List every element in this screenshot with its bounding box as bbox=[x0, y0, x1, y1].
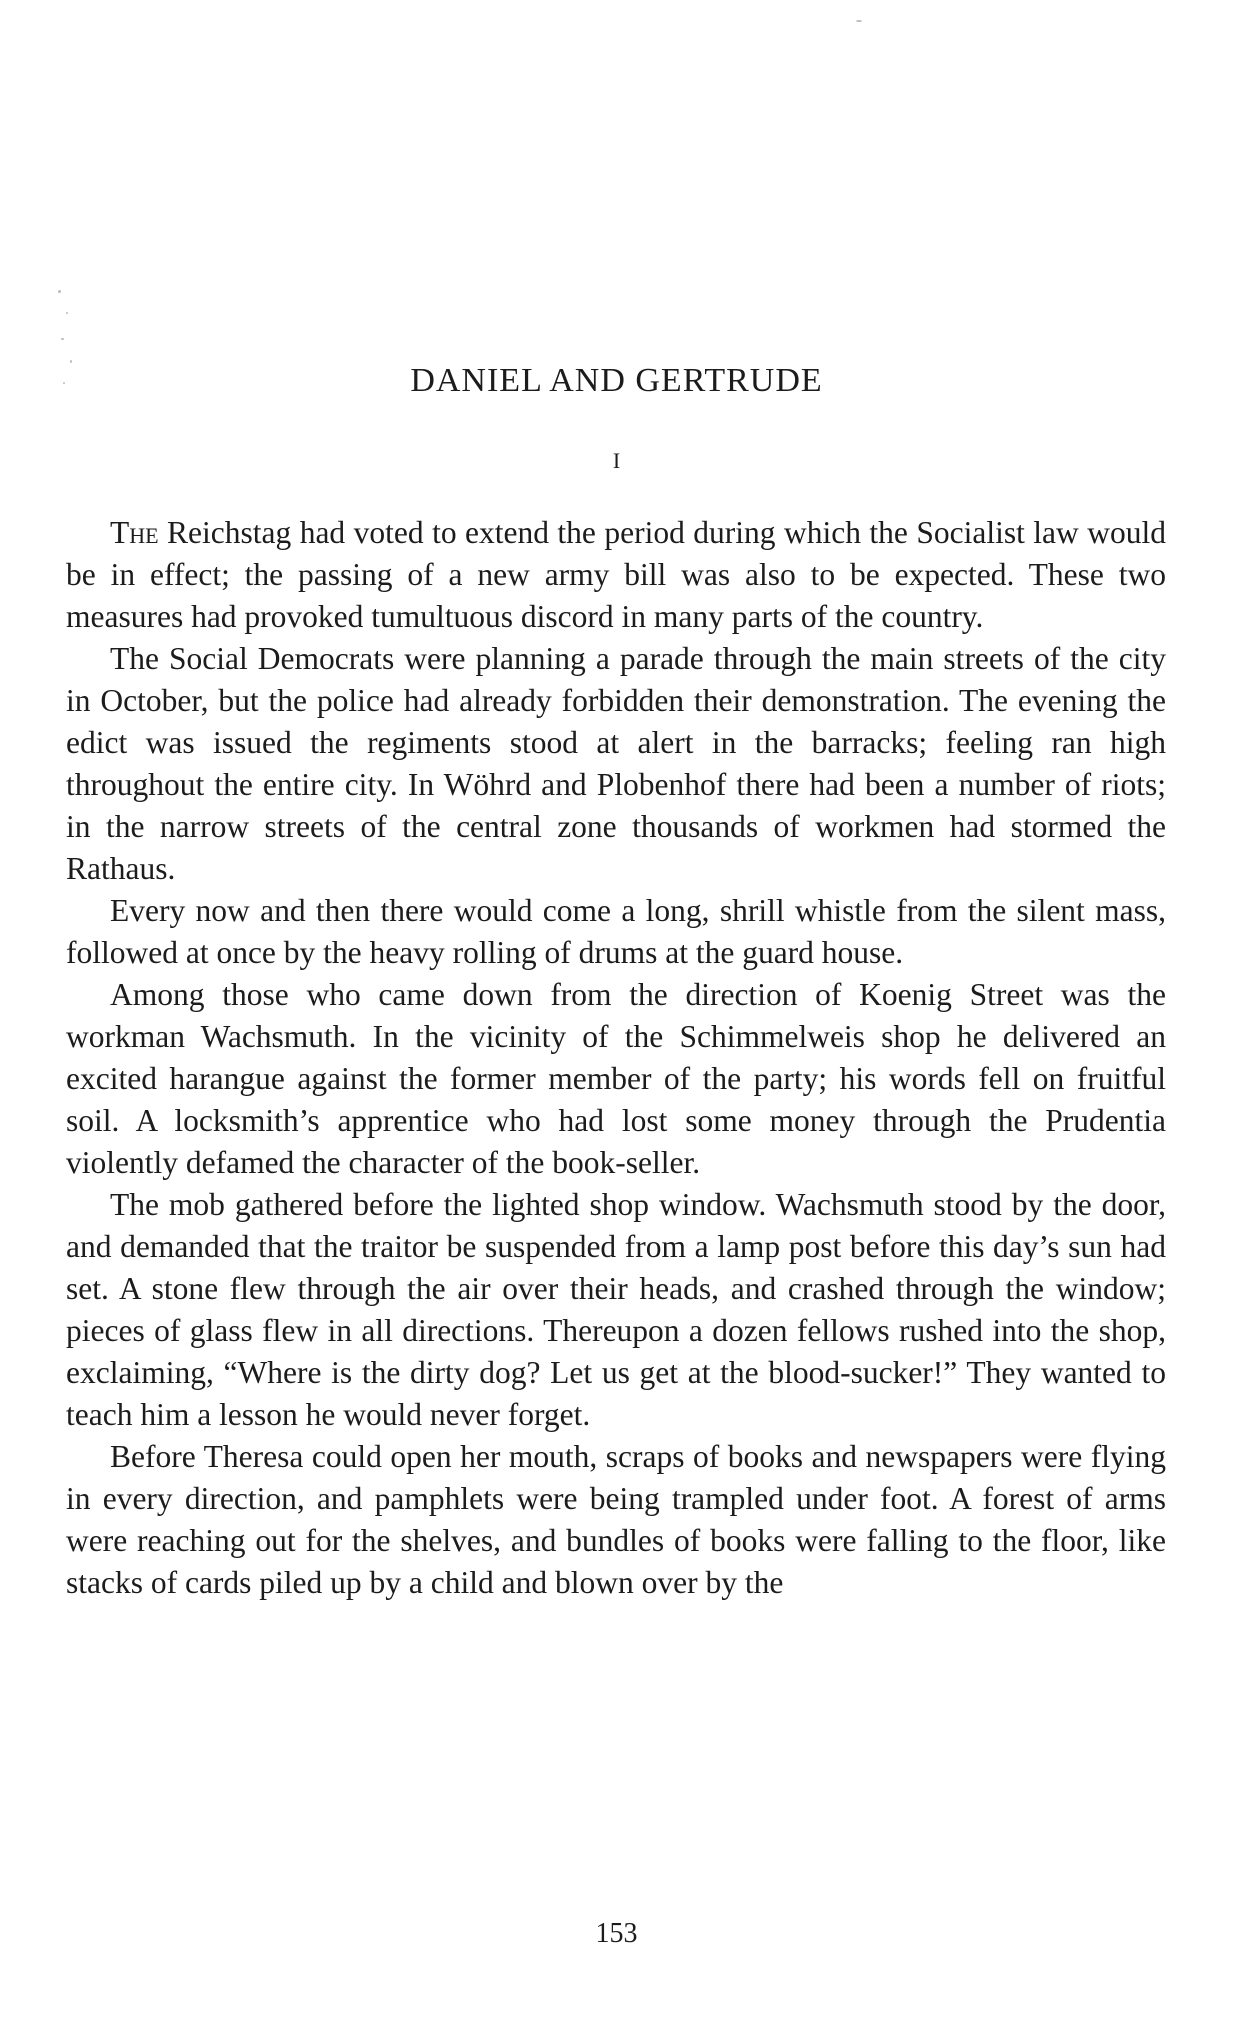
print-speck bbox=[61, 338, 64, 340]
paragraph-4 bbox=[66, 974, 1166, 1184]
paragraph-5 bbox=[66, 1184, 1166, 1436]
section-number: I bbox=[612, 448, 621, 473]
paragraph-1 bbox=[66, 512, 1166, 638]
paragraph-text: Reichstag had voted to extend the period during which the Socialist law would be in effect; the passing of a new army bill was also to be expected. These two measures had provoked tumultuous discord in many parts of the country. bbox=[66, 515, 1166, 634]
chapter-title: DANIEL AND GERTRUDE bbox=[410, 362, 823, 399]
paragraph-6 bbox=[66, 1436, 1166, 1604]
paragraph-text: The Social Democrats were planning a parade through the main streets of the city in October, but the police had already forbidden their demonstration. The evening the edict was issued the regiments stood at alert in the barracks; feeling ran high throughout the entire city. In Wöhrd and Plobenhof there had been a number of riots; in the narrow streets of the central zone thousands of workmen had stormed the Rathaus. bbox=[66, 641, 1166, 886]
page-number: 153 bbox=[595, 1918, 638, 1949]
print-speck bbox=[58, 290, 61, 293]
paragraph-text: The mob gathered before the lighted shop window. Wachsmuth stood by the door, and demanded that the traitor be suspended from a lamp post before this day’s sun had set. A stone flew through the air over their heads, and crashed through the window; pieces of glass flew in all directions. Thereupon a dozen fellows rushed into the shop, exclaiming, “Where is the dirty dog? Let us get at the blood-sucker!” They wanted to teach him a lesson he would never forget. bbox=[66, 1187, 1166, 1432]
paragraph-text: Before Theresa could open her mouth, scraps of books and newspapers were flying in every direction, and pamphlets were being trampled under foot. A forest of arms were reaching out for the shelves, and bundles of books were falling to the floor, like stacks of cards piled up by a child and blown over by the bbox=[66, 1439, 1166, 1600]
paragraph-text: Among those who came down from the direction of Koenig Street was the workman Wachsmuth. In the vicinity of the Schimmelweis shop he delivered an excited harangue against the former member of the party; his words fell on fruitful soil. A locksmith’s apprentice who had lost some money through the Prudentia violently defamed the character of the book-seller. bbox=[66, 977, 1166, 1180]
paragraph-3 bbox=[66, 890, 1166, 974]
body-text bbox=[66, 512, 1166, 1604]
paragraph-text: Every now and then there would come a long, shrill whistle from the silent mass, followed at once by the heavy rolling of drums at the guard house. bbox=[66, 893, 1166, 970]
print-speck bbox=[856, 20, 862, 22]
print-speck bbox=[66, 312, 68, 314]
opening-word: The bbox=[110, 515, 159, 550]
paragraph-2 bbox=[66, 638, 1166, 890]
